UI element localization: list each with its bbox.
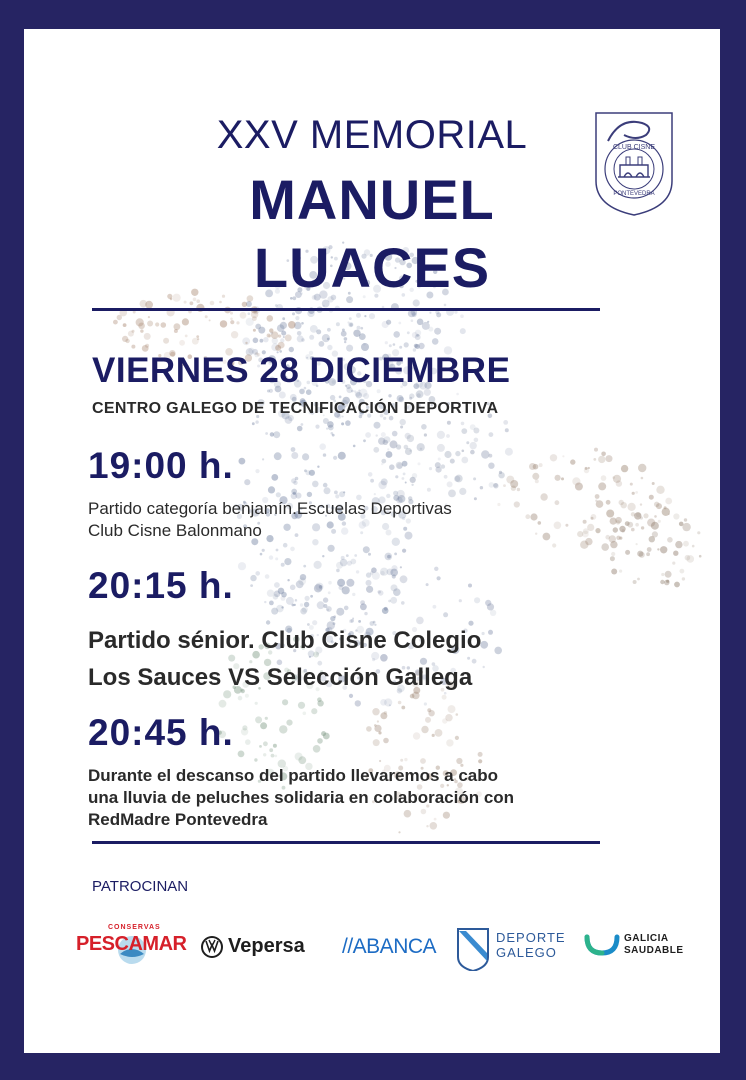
- pescamar-sub: CONSERVAS: [108, 924, 161, 931]
- vepersa-name: Vepersa: [228, 935, 305, 957]
- crest-text-bottom: PONTEVEDRA: [613, 191, 655, 197]
- schedule-desc-3-line-2: una lluvia de peluches solidaria en colaboración con: [88, 788, 515, 807]
- vepersa-logo: [200, 933, 326, 961]
- schedule-desc-2-line-1: Partido sénior. Club Cisne Colegio: [88, 627, 482, 654]
- schedule-desc-3-line-1: Durante el descanso del partido llevaremos a cabo: [88, 766, 499, 785]
- crest-text-top: CLUB CISNE: [612, 144, 656, 151]
- title-line-surname: LUACES: [253, 236, 491, 299]
- divider-bottom: [92, 841, 600, 844]
- deporte-galego-top: DEPORTE: [496, 930, 566, 945]
- abanca-logo: [342, 934, 448, 962]
- pescamar-name: PESCAMAR: [76, 933, 187, 955]
- galicia-saudable-arc-icon: [584, 933, 620, 957]
- poster: [24, 29, 720, 1053]
- volkswagen-icon: [200, 935, 224, 959]
- schedule-desc-3-line-3: RedMadre Pontevedra: [88, 810, 268, 829]
- schedule-desc-1-line-1: Partido categoría benjamín.Escuelas Deportivas: [88, 499, 452, 518]
- xunta-band-icon: [456, 927, 490, 971]
- title-line-memorial: XXV MEMORIAL: [216, 113, 528, 157]
- event-venue: CENTRO GALEGO DE TECNIFICACIÓN DEPORTIVA: [92, 400, 499, 417]
- schedule-time-1: 19:00 h.: [88, 445, 234, 486]
- divider-top: [92, 308, 600, 311]
- club-cisne-crest-logo: [594, 111, 674, 217]
- event-date: VIERNES 28 DICIEMBRE: [92, 351, 511, 390]
- abanca-name: //ABANCA: [342, 935, 437, 958]
- pescamar-logo: [76, 924, 188, 970]
- deporte-galego-logo: [456, 927, 576, 973]
- schedule-time-2: 20:15 h.: [88, 565, 234, 606]
- schedule-desc-1-line-2: Club Cisne Balonmano: [88, 521, 262, 540]
- galicia-saudable-logo: [584, 931, 694, 961]
- galicia-saudable-top: GALICIA: [624, 933, 669, 944]
- deporte-galego-bottom: GALEGO: [496, 945, 557, 960]
- schedule-desc-2-line-2: Los Sauces VS Selección Gallega: [88, 664, 473, 691]
- title-line-name: MANUEL: [249, 168, 495, 231]
- sponsors-heading: PATROCINAN: [92, 878, 189, 895]
- galicia-saudable-bottom: SAUDABLE: [624, 945, 684, 956]
- schedule-time-3: 20:45 h.: [88, 712, 234, 753]
